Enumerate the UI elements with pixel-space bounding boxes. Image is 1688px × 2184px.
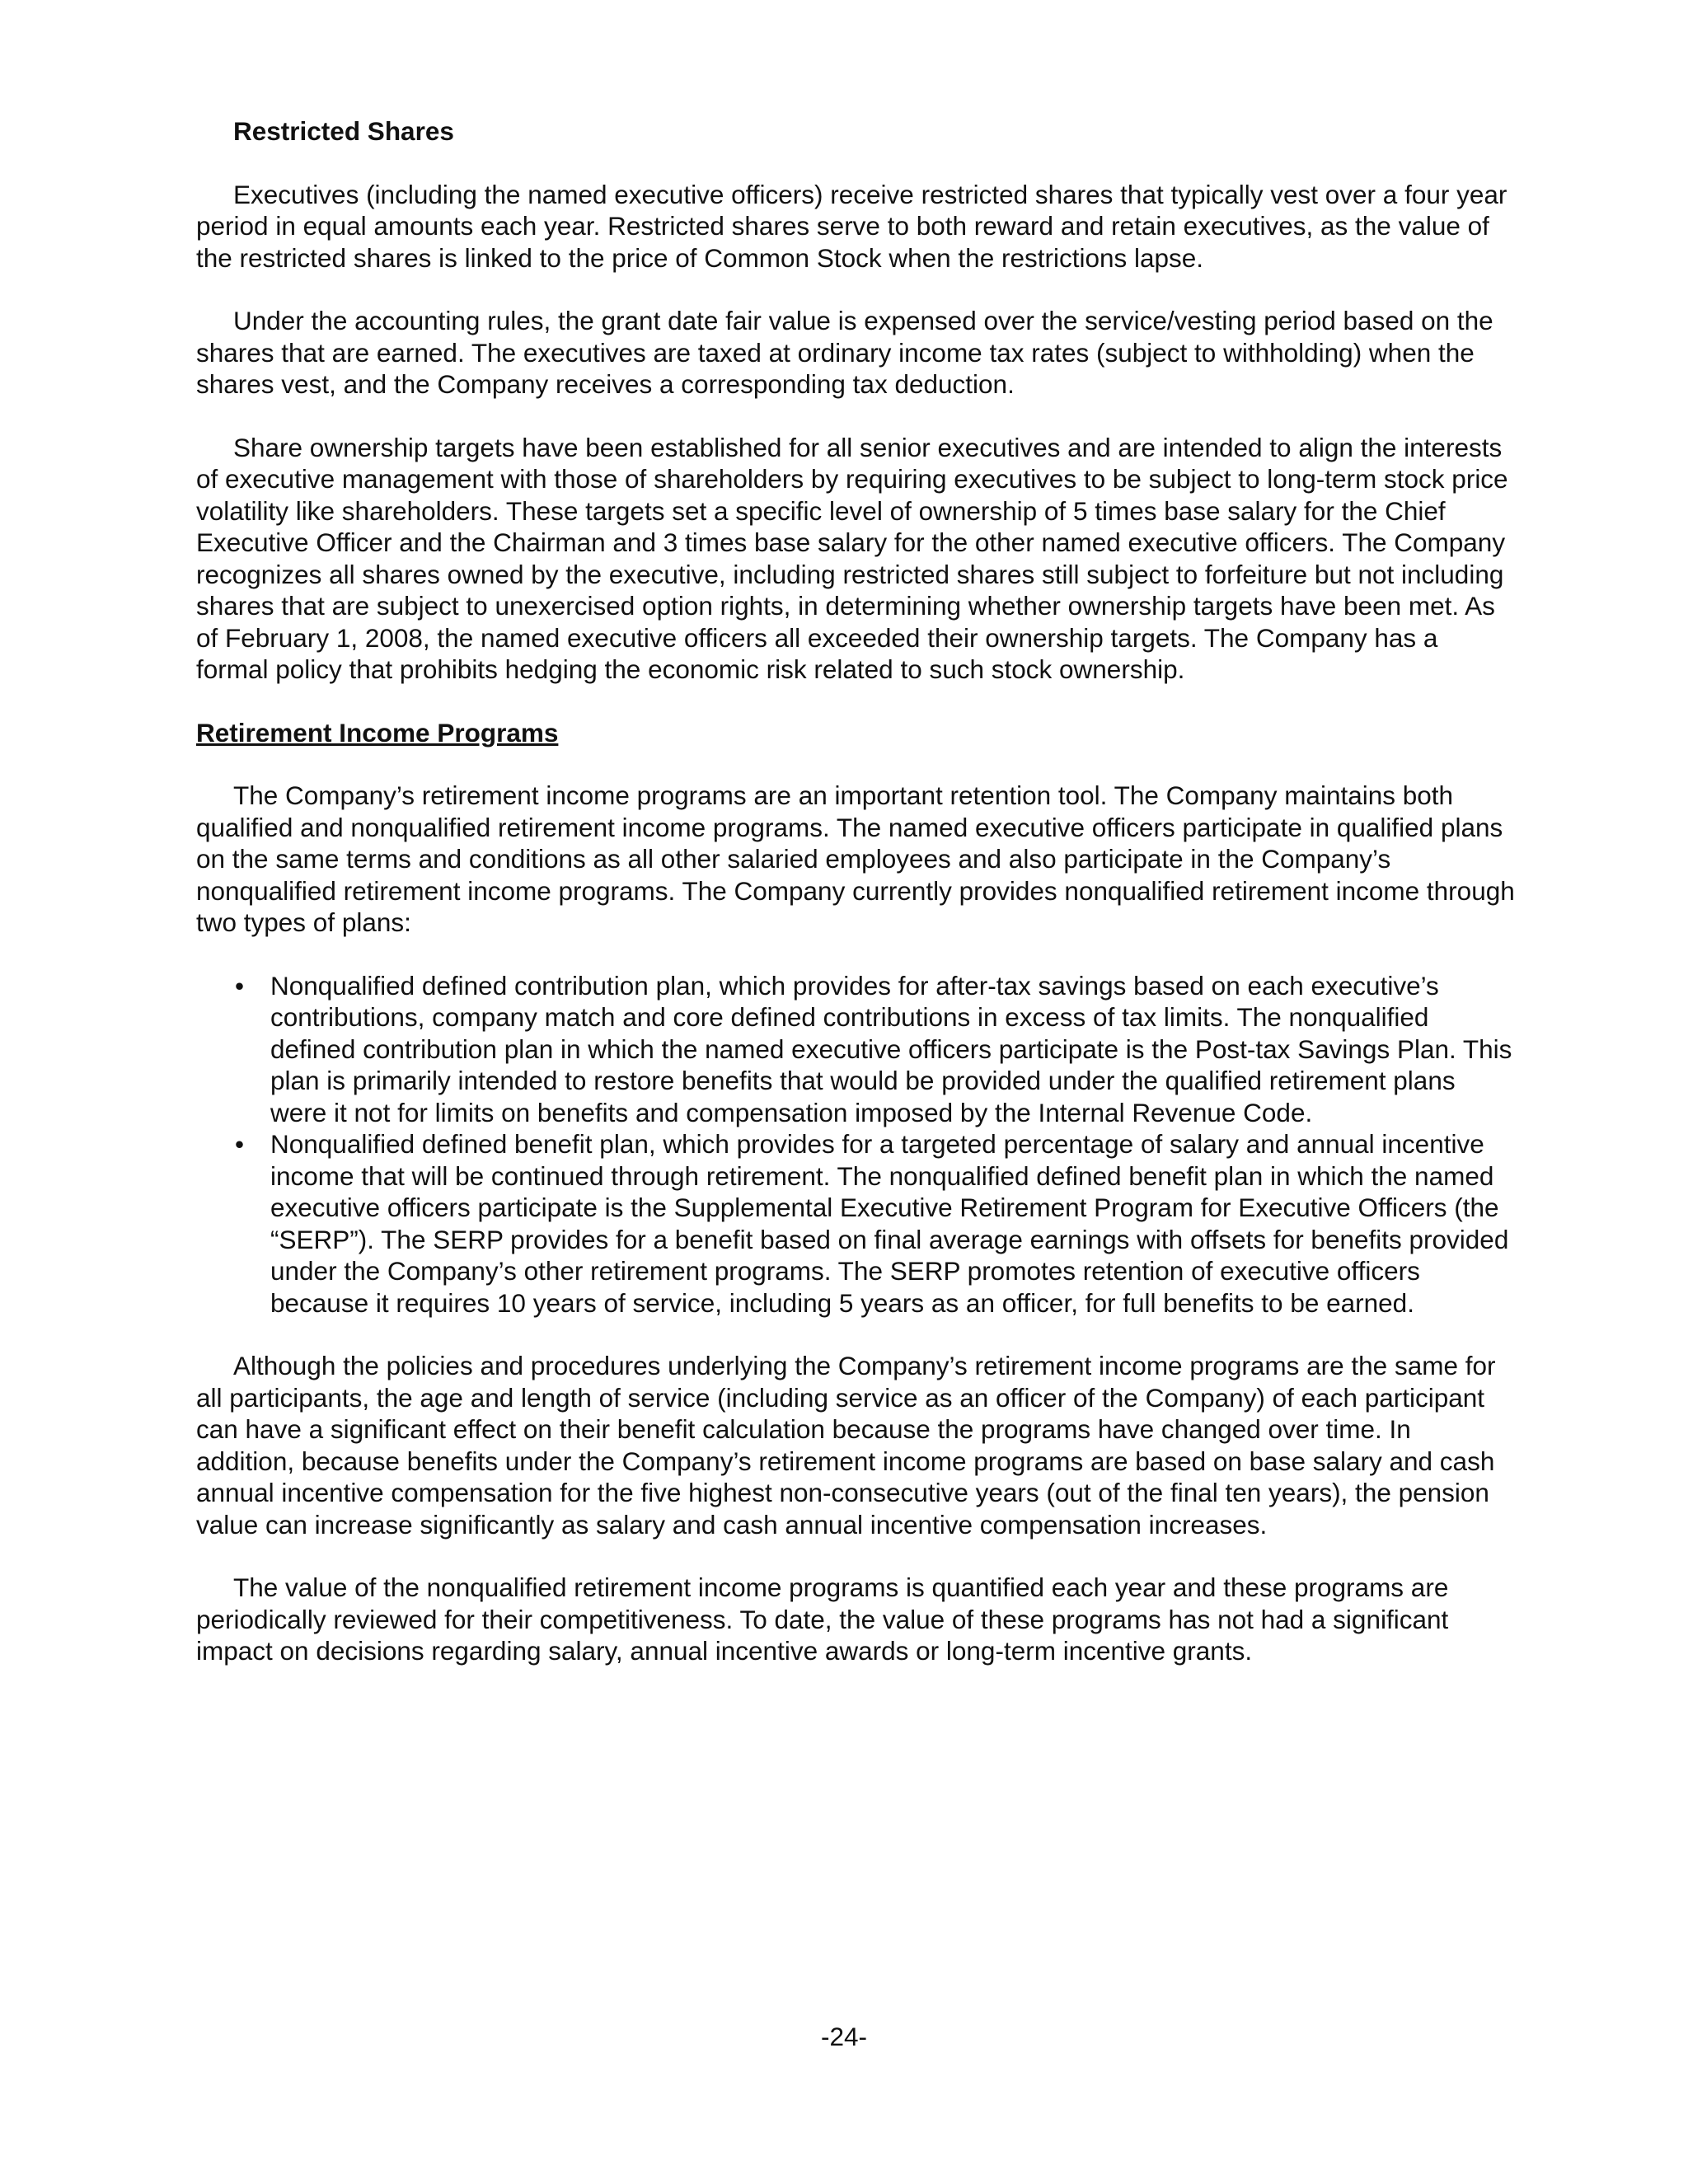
list-item-text: Nonqualified defined contribution plan, which provides for after-tax savings based on each executive’s contributions, company match and core defined contributions in excess of tax limits. The nonqualified defined contribution plan in which the named executive officers participate is the Post-tax Savings Plan. This plan is primarily intended to restore benefits that would be provided under the qualified retirement plans were it not for limits on benefits and compensation imposed by the Internal Revenue Code. [270,970,1512,1127]
paragraph-share-ownership-targets: Share ownership targets have been established for all senior executives and are intended to align the interests of executive management with those of shareholders by requiring executives to be subject to long-term stock price volatility like shareholders. These targets set a specific level of ownership of 5 times base salary for the Chief Executive Officer and the Chairman and 3 times base salary for the other named executive officers. The Company recognizes all shares owned by the executive, including restricted shares still subject to forfeiture but not including shares that are subject to unexercised option rights, in determining whether ownership targets have been met. As of February 1, 2008, the named executive officers all exceeded their ownership targets. The Company has a formal policy that prohibits hedging the economic risk related to such stock ownership. [196,432,1508,684]
paragraph-retirement-overview: The Company’s retirement income programs are an important retention tool. The Company maintains both qualified and nonqualified retirement income programs. The named executive officers participate in qualified plans on the same terms and conditions as all other salaried employees and also participate in the Company’s nonqualified retirement income programs. The Company currently provides nonqualified retirement income through two types of plans: [196,780,1515,937]
paragraph-program-value: The value of the nonqualified retirement income programs is quantified each year and these programs are periodically reviewed for their competitiveness. To date, the value of these programs has not had a significant impact on decisions regarding salary, annual incentive awards or long-term incentive grants. [196,1572,1449,1666]
list-item [196,970,1515,1129]
bullet-list-plan-types [196,970,1515,1319]
section-heading-retirement-income: Retirement Income Programs [196,717,559,748]
document-body [196,115,1515,1699]
paragraph-accounting-rules: Under the accounting rules, the grant date fair value is expensed over the service/vesting period based on the shares that are earned. The executives are taxed at ordinary income tax rates (subject to withholding) when the shares vest, and the Company receives a corresponding tax deduction. [196,306,1493,399]
page-number: -24- [820,2022,868,2051]
bullet-icon: • [235,1129,245,1159]
paragraph-policies-procedures: Although the policies and procedures underlying the Company’s retirement income programs are the same for all participants, the age and length of service (including service as an officer of the Company) of each participant can have a significant effect on their benefit calculation because the programs have changed over time. In addition, because benefits under the Company’s retirement income programs are based on base salary and cash annual incentive compensation for the five highest non-consecutive years (out of the final ten years), the pension value can increase significantly as salary and cash annual incentive compensation increases. [196,1351,1496,1540]
list-item [196,1128,1515,1319]
section-heading-restricted-shares: Restricted Shares [233,116,454,146]
bullet-icon: • [235,970,245,1001]
paragraph-restricted-shares-vesting: Executives (including the named executive officers) receive restricted shares that typically vest over a four year period in equal amounts each year. Restricted shares serve to both reward and retain executives, as the value of the restricted shares is linked to the price of Common Stock when the restrictions lapse. [196,179,1507,273]
list-item-text: Nonqualified defined benefit plan, which provides for a targeted percentage of salary and annual incentive income that will be continued through retirement. The nonqualified defined benefit plan in which the named executive officers participate is the Supplemental Executive Retirement Program for Executive Officers (the “SERP”). The SERP provides for a benefit based on final average earnings with offsets for benefits provided under the Company’s other retirement programs. The SERP promotes retention of executive officers because it requires 10 years of service, including 5 years as an officer, for full benefits to be earned. [270,1129,1509,1318]
